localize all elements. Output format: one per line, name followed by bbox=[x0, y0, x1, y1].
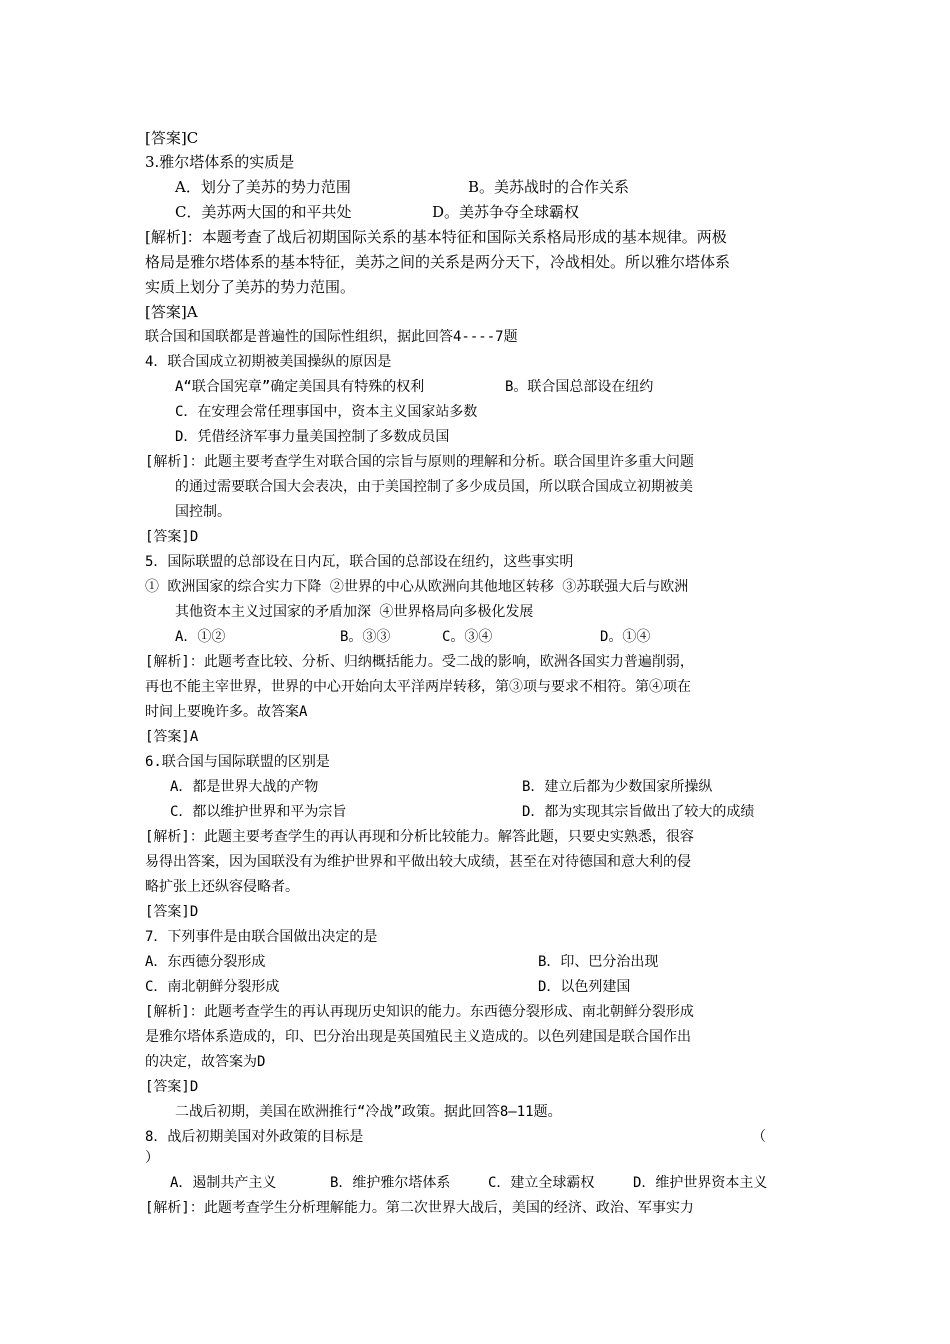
option-d: D．都为实现其宗旨做出了较大的成绩 bbox=[522, 804, 755, 820]
option-d: D．凭借经济军事力量美国控制了多数成员国 bbox=[175, 429, 450, 445]
option-b: B。联合国总部设在纽约 bbox=[505, 379, 654, 395]
question-6: 6.联合国与国际联盟的区别是 bbox=[145, 754, 330, 770]
question-7: 7．下列事件是由联合国做出决定的是 bbox=[145, 929, 378, 945]
answer-line: [答案]A bbox=[145, 729, 199, 745]
answer-bracket-close: ） bbox=[145, 1150, 159, 1166]
analysis-line: [解析]：此题主要考查学生对联合国的宗旨与原则的理解和分析。联合国里许多重大问题 bbox=[145, 454, 694, 470]
option-a: A“联合国宪章”确定美国具有特殊的权利 bbox=[175, 379, 425, 395]
answer-line: [答案]D bbox=[145, 1079, 199, 1095]
analysis-line: 略扩张上还纵容侵略者。 bbox=[145, 879, 299, 895]
option-a: A．①② bbox=[175, 629, 226, 645]
answer-line: [答案]D bbox=[145, 529, 199, 545]
option-b: B。③③ bbox=[340, 629, 391, 645]
answer-line: [答案]D bbox=[145, 904, 199, 920]
option-d: D。美苏争夺全球霸权 bbox=[432, 203, 580, 221]
option-a: A．东西德分裂形成 bbox=[145, 954, 266, 970]
analysis-line: 再也不能主宰世界，世界的中心开始向太平洋两岸转移，第③项与要求不相符。第④项在 bbox=[145, 679, 691, 695]
section-intro: 联合国和国联都是普遍性的国际性组织，据此回答4----7题 bbox=[145, 329, 518, 345]
analysis-line: 易得出答案，因为国联没有为维护世界和平做出较大成绩，甚至在对待德国和意大利的侵 bbox=[145, 854, 691, 870]
analysis-line: 时间上要晚许多。故答案A bbox=[145, 704, 308, 720]
analysis-line: [解析]：此题主要考查学生的再认再现和分析比较能力。解答此题，只要史实熟悉，很容 bbox=[145, 829, 694, 845]
option-b: B。美苏战时的合作关系 bbox=[468, 178, 630, 196]
analysis-line: [解析]：此题考查学生分析理解能力。第二次世界大战后，美国的经济、政治、军事实力 bbox=[145, 1200, 694, 1216]
answer-bracket-open: （ bbox=[752, 1129, 766, 1145]
analysis-line: 实质上划分了美苏的势力范围。 bbox=[145, 278, 356, 296]
analysis-line: 的通过需要联合国大会表决，由于美国控制了多少成员国，所以联合国成立初期被美 bbox=[175, 479, 693, 495]
question-5: 5．国际联盟的总部设在日内瓦，联合国的总部设在纽约，这些事实明 bbox=[145, 554, 574, 570]
option-d: D．维护世界资本主义 bbox=[633, 1175, 768, 1191]
option-a: A．遏制共产主义 bbox=[170, 1175, 277, 1191]
statements-line: 其他资本主义过国家的矛盾加深 ④世界格局向多极化发展 bbox=[175, 604, 534, 620]
answer-line: [答案]C bbox=[145, 129, 199, 147]
option-c: C．都以维护世界和平为宗旨 bbox=[170, 804, 347, 820]
option-b: B．维护雅尔塔体系 bbox=[330, 1175, 451, 1191]
analysis-line: 是雅尔塔体系造成的，印、巴分治出现是英国殖民主义造成的。以色列建国是联合国作出 bbox=[145, 1029, 691, 1045]
question-4: 4．联合国成立初期被美国操纵的原因是 bbox=[145, 354, 392, 370]
section-intro: 二战后初期，美国在欧洲推行“冷战”政策。据此回答8—11题。 bbox=[175, 1104, 562, 1120]
option-d: D．以色列建国 bbox=[538, 979, 631, 995]
option-a: A．划分了美苏的势力范围 bbox=[175, 178, 351, 196]
analysis-line: [解析]：本题考查了战后初期国际关系的基本特征和国际关系格局形成的基本规律。两极 bbox=[145, 228, 727, 246]
option-d: D。①④ bbox=[600, 629, 651, 645]
analysis-line: 格局是雅尔塔体系的基本特征，美苏之间的关系是两分天下，冷战相处。所以雅尔塔体系 bbox=[145, 253, 731, 271]
option-c: C．在安理会常任理事国中，资本主义国家站多数 bbox=[175, 404, 478, 420]
option-b: B．建立后都为少数国家所操纵 bbox=[522, 779, 713, 795]
analysis-line: [解析]：此题考查学生的再认再现历史知识的能力。东西德分裂形成、南北朝鲜分裂形成 bbox=[145, 1004, 694, 1020]
option-c: C．建立全球霸权 bbox=[488, 1175, 595, 1191]
question-3: 3.雅尔塔体系的实质是 bbox=[145, 153, 295, 171]
option-c: C．美苏两大国的和平共处 bbox=[175, 203, 352, 221]
analysis-line: [解析]：此题考查比较、分析、归纳概括能力。受二战的影响，欧洲各国实力普遍削弱， bbox=[145, 654, 694, 670]
statements-line: ① 欧洲国家的综合实力下降 ②世界的中心从欧洲向其他地区转移 ③苏联强大后与欧洲 bbox=[145, 579, 689, 595]
option-c: C．南北朝鲜分裂形成 bbox=[145, 979, 280, 995]
analysis-line: 国控制。 bbox=[175, 504, 231, 520]
question-8: 8．战后初期美国对外政策的目标是 bbox=[145, 1129, 364, 1145]
analysis-line: 的决定，故答案为D bbox=[145, 1054, 266, 1070]
option-b: B．印、巴分治出现 bbox=[538, 954, 659, 970]
answer-line: [答案]A bbox=[145, 303, 198, 321]
option-a: A．都是世界大战的产物 bbox=[170, 779, 319, 795]
option-c: C。③④ bbox=[442, 629, 493, 645]
